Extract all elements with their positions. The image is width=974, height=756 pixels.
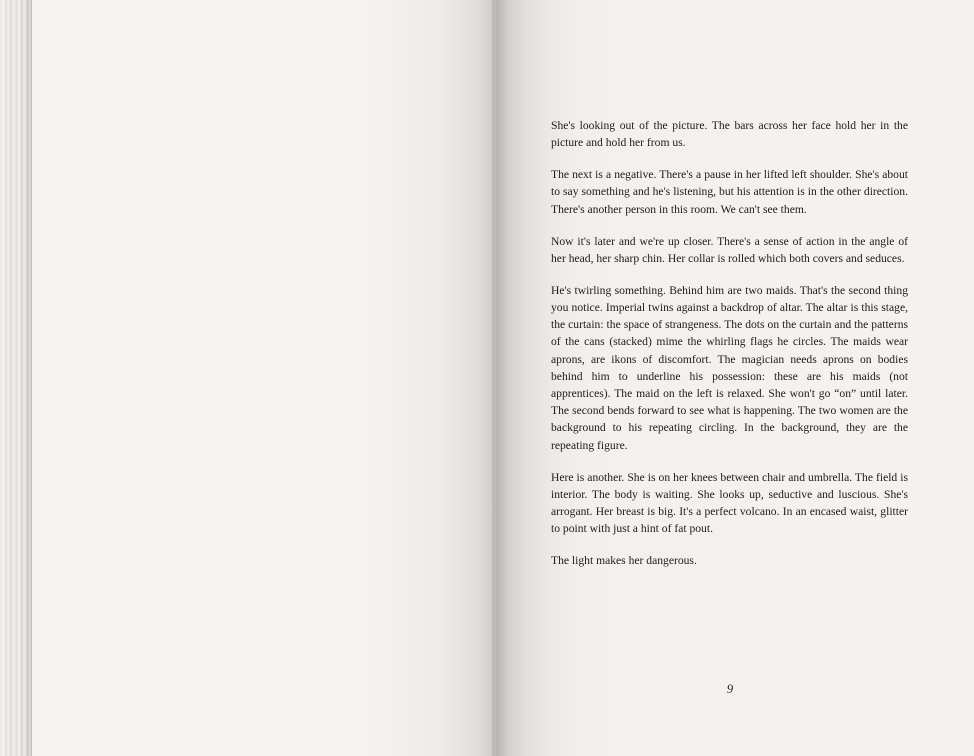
paragraph: The light makes her dangerous.: [551, 554, 697, 568]
paragraph: He's twirling something. Behind him are two maids. That's the second thing you notice. Imperial twins against a backdrop of altar. The altar is this stage, the curtain: the space of strangeness. The dots on the curtain and the patterns of the cans (stacked) mime the whirling flags he circles. The maids wear aprons, are ikons of discomfort. The magician needs aprons on bodies behind him to underline his possession: these are his maids (not apprentices). The maid on the left is relaxed. She won't go “on” until later. The second bends forward to see what is happening. The two women are the background to his repeating circling. In the background, they are the repeating figure.: [551, 283, 908, 452]
paragraph: The next is a negative. There's a pause in her lifted left shoulder. She's about to say something and he's listening, but his attention is in the other direction. There's another person in this room. We can't see them.: [551, 168, 908, 216]
page-number: 9: [726, 682, 734, 696]
paragraph: She's looking out of the picture. The bars across her face hold her in the picture and hold her from us.: [551, 119, 908, 150]
paragraph: Here is another. She is on her knees between chair and umbrella. The field is interior. The body is waiting. She looks up, seductive and luscious. She's arrogant. Her breast is big. It's a perfect volcano. In an encased waist, glitter to point with just a hint of fat pout.: [551, 470, 908, 536]
page-edge-stack: [0, 0, 32, 756]
body-text: [551, 117, 908, 584]
paragraph: Now it's later and we're up closer. There's a sense of action in the angle of her head, her sharp chin. Her collar is rolled which both covers and seduces.: [551, 234, 908, 265]
left-page-blank: [32, 0, 494, 756]
